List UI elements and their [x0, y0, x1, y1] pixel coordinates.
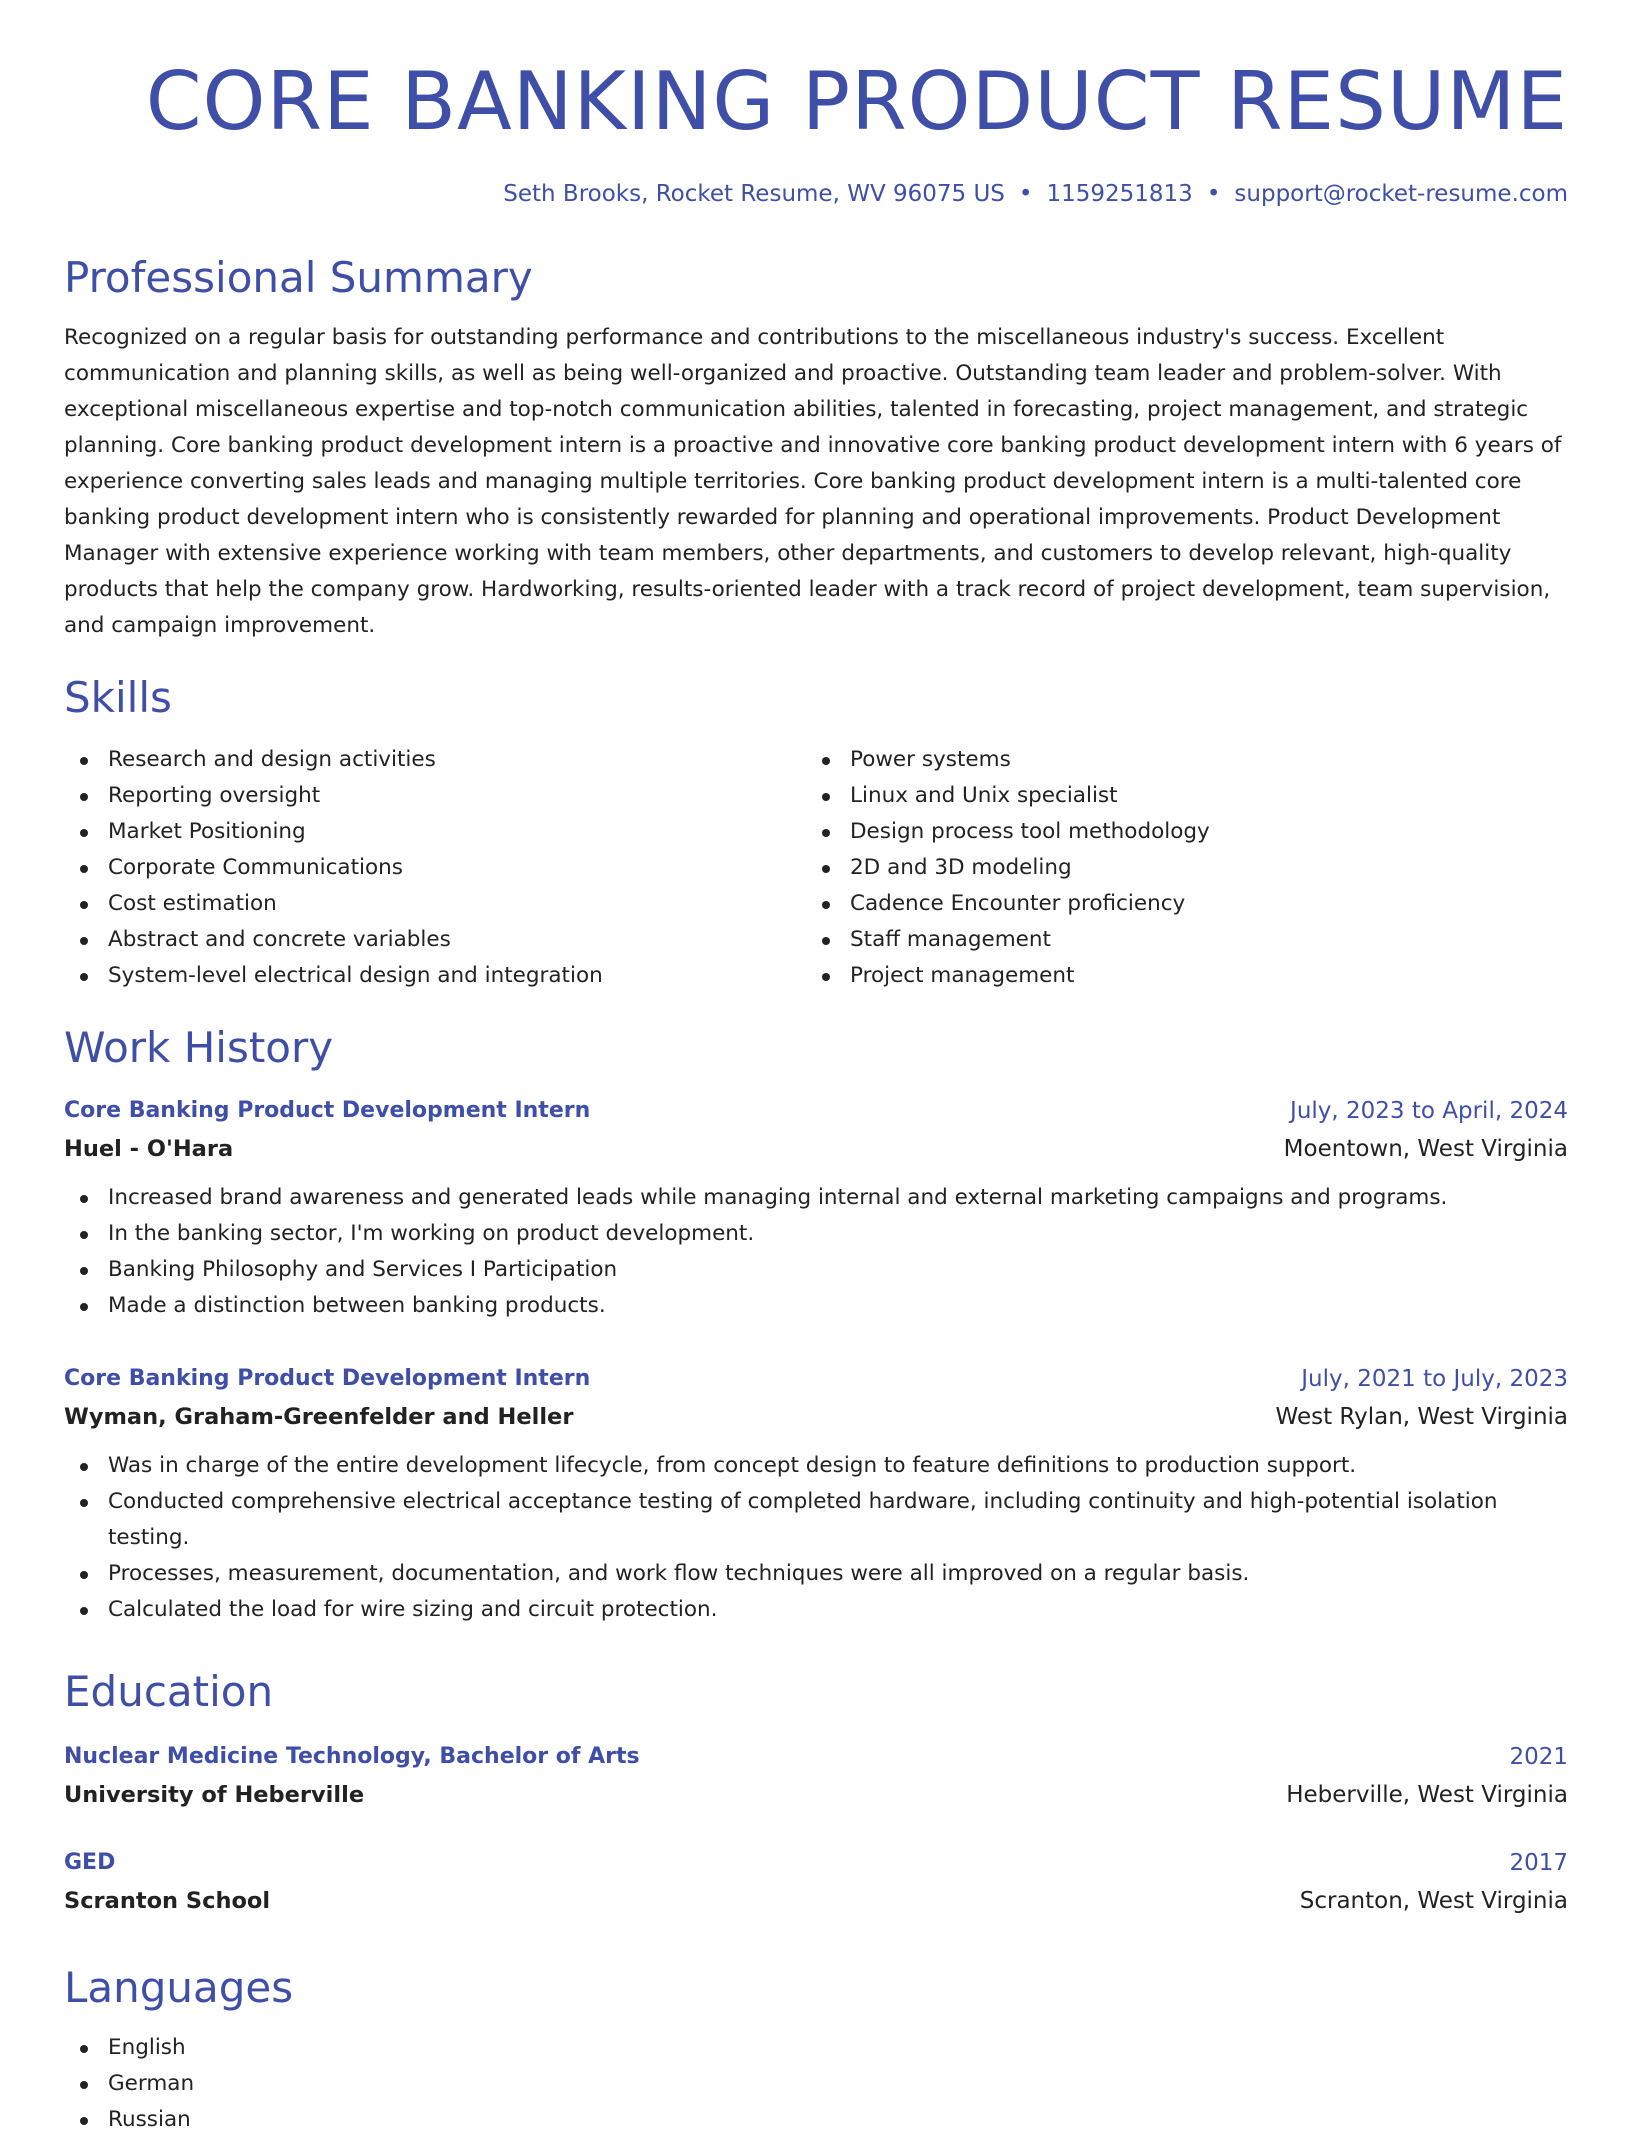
job-company-row	[64, 1130, 1568, 1168]
language-item: English	[64, 2030, 1568, 2066]
job-company-row	[64, 1398, 1568, 1436]
job-company: Huel - O'Hara	[64, 1136, 234, 1162]
skill-item: Reporting oversight	[64, 778, 806, 814]
education-degree: GED	[64, 1850, 116, 1875]
languages-list	[64, 2030, 1568, 2138]
education-school: Scranton School	[64, 1888, 271, 1914]
education-entry	[64, 1844, 1568, 1920]
skill-item: Cost estimation	[64, 886, 806, 922]
job-entry	[64, 1092, 1568, 1324]
job-location: Moentown, West Virginia	[1283, 1136, 1568, 1162]
job-location: West Rylan, West Virginia	[1275, 1404, 1568, 1430]
contact-address: Seth Brooks, Rocket Resume, WV 96075 US	[503, 181, 1005, 207]
job-bullet: Conducted comprehensive electrical acceptance testing of completed hardware, including continuity and high-potential isolation testing.	[64, 1484, 1568, 1556]
job-bullet: Was in charge of the entire development lifecycle, from concept design to feature definitions to production support.	[64, 1448, 1568, 1484]
job-dates: July, 2023 to April, 2024	[1290, 1098, 1568, 1124]
job-title-row	[64, 1092, 1568, 1130]
education-year: 2021	[1509, 1744, 1568, 1770]
skill-item: Cadence Encounter proficiency	[806, 886, 1548, 922]
education-heading: Education	[64, 1667, 274, 1716]
job-title-row	[64, 1360, 1568, 1398]
separator-dot: •	[1018, 181, 1033, 207]
skills-right-list	[806, 742, 1548, 994]
summary-heading: Professional Summary	[64, 253, 533, 302]
skill-item: Project management	[806, 958, 1548, 994]
language-item: German	[64, 2066, 1568, 2102]
summary-text: Recognized on a regular basis for outstanding performance and contributions to the miscellaneous industry's success. Excellent communication and planning skills, as well as being well-organized and proactive. Outstanding team leader and problem-solver. With exceptional miscellaneous expertise and top-notch communication abilities, talented in forecasting, project management, and strategic planning. Core banking product development intern is a proactive and innovative core banking product development intern with 6 years of experience converting sales leads and managing multiple territories. Core banking product development intern is a multi-talented core banking product development intern who is consistently rewarded for planning and operational improvements. Product Development Manager with extensive experience working with team members, other departments, and customers to develop relevant, high-quality products that help the company grow. Hardworking, results-oriented leader with a track record of project development, team supervision, and campaign improvement.	[64, 325, 1562, 638]
skill-item: Staff management	[806, 922, 1548, 958]
skill-item: Market Positioning	[64, 814, 806, 850]
languages-heading: Languages	[64, 1963, 294, 2012]
skill-item: Linux and Unix specialist	[806, 778, 1548, 814]
language-item: Russian	[64, 2102, 1568, 2138]
education-school-row	[64, 1882, 1568, 1920]
contact-phone: 1159251813	[1046, 181, 1193, 207]
education-school-row	[64, 1776, 1568, 1814]
resume-title: CORE BANKING PRODUCT RESUME	[145, 55, 1568, 148]
education-location: Scranton, West Virginia	[1299, 1888, 1568, 1914]
job-company: Wyman, Graham-Greenfelder and Heller	[64, 1404, 574, 1430]
education-degree-row	[64, 1738, 1568, 1776]
skill-item: Design process tool methodology	[806, 814, 1548, 850]
skill-item: Corporate Communications	[64, 850, 806, 886]
resume-page	[64, 0, 1568, 2138]
job-bullet-list	[64, 1180, 1568, 1324]
job-bullet: Increased brand awareness and generated leads while managing internal and external marketing campaigns and programs.	[64, 1180, 1568, 1216]
education-entry	[64, 1738, 1568, 1814]
job-entry	[64, 1360, 1568, 1628]
education-degree: Nuclear Medicine Technology, Bachelor of Arts	[64, 1744, 640, 1769]
job-bullet: Processes, measurement, documentation, and work flow techniques were all improved on a regular basis.	[64, 1556, 1568, 1592]
skills-heading: Skills	[64, 673, 172, 722]
work-history-heading: Work History	[64, 1023, 334, 1072]
job-bullet: Calculated the load for wire sizing and circuit protection.	[64, 1592, 1568, 1628]
job-dates: July, 2021 to July, 2023	[1301, 1366, 1568, 1392]
skill-item: 2D and 3D modeling	[806, 850, 1548, 886]
skills-left-list	[64, 742, 806, 994]
skills-columns	[64, 742, 1568, 994]
job-bullet: In the banking sector, I'm working on product development.	[64, 1216, 1568, 1252]
contact-line	[64, 178, 1568, 210]
skill-item: System-level electrical design and integration	[64, 958, 806, 994]
education-year: 2017	[1509, 1850, 1568, 1876]
separator-dot: •	[1206, 181, 1221, 207]
job-bullet: Banking Philosophy and Services I Participation	[64, 1252, 1568, 1288]
skill-item: Power systems	[806, 742, 1548, 778]
education-school: University of Heberville	[64, 1782, 365, 1808]
job-bullet-list	[64, 1448, 1568, 1628]
education-degree-row	[64, 1844, 1568, 1882]
job-bullet: Made a distinction between banking products.	[64, 1288, 1568, 1324]
skill-item: Research and design activities	[64, 742, 806, 778]
education-location: Heberville, West Virginia	[1286, 1782, 1568, 1808]
job-title: Core Banking Product Development Intern	[64, 1098, 591, 1123]
job-title: Core Banking Product Development Intern	[64, 1366, 591, 1391]
skill-item: Abstract and concrete variables	[64, 922, 806, 958]
contact-email[interactable]: support@rocket-resume.com	[1234, 181, 1568, 207]
